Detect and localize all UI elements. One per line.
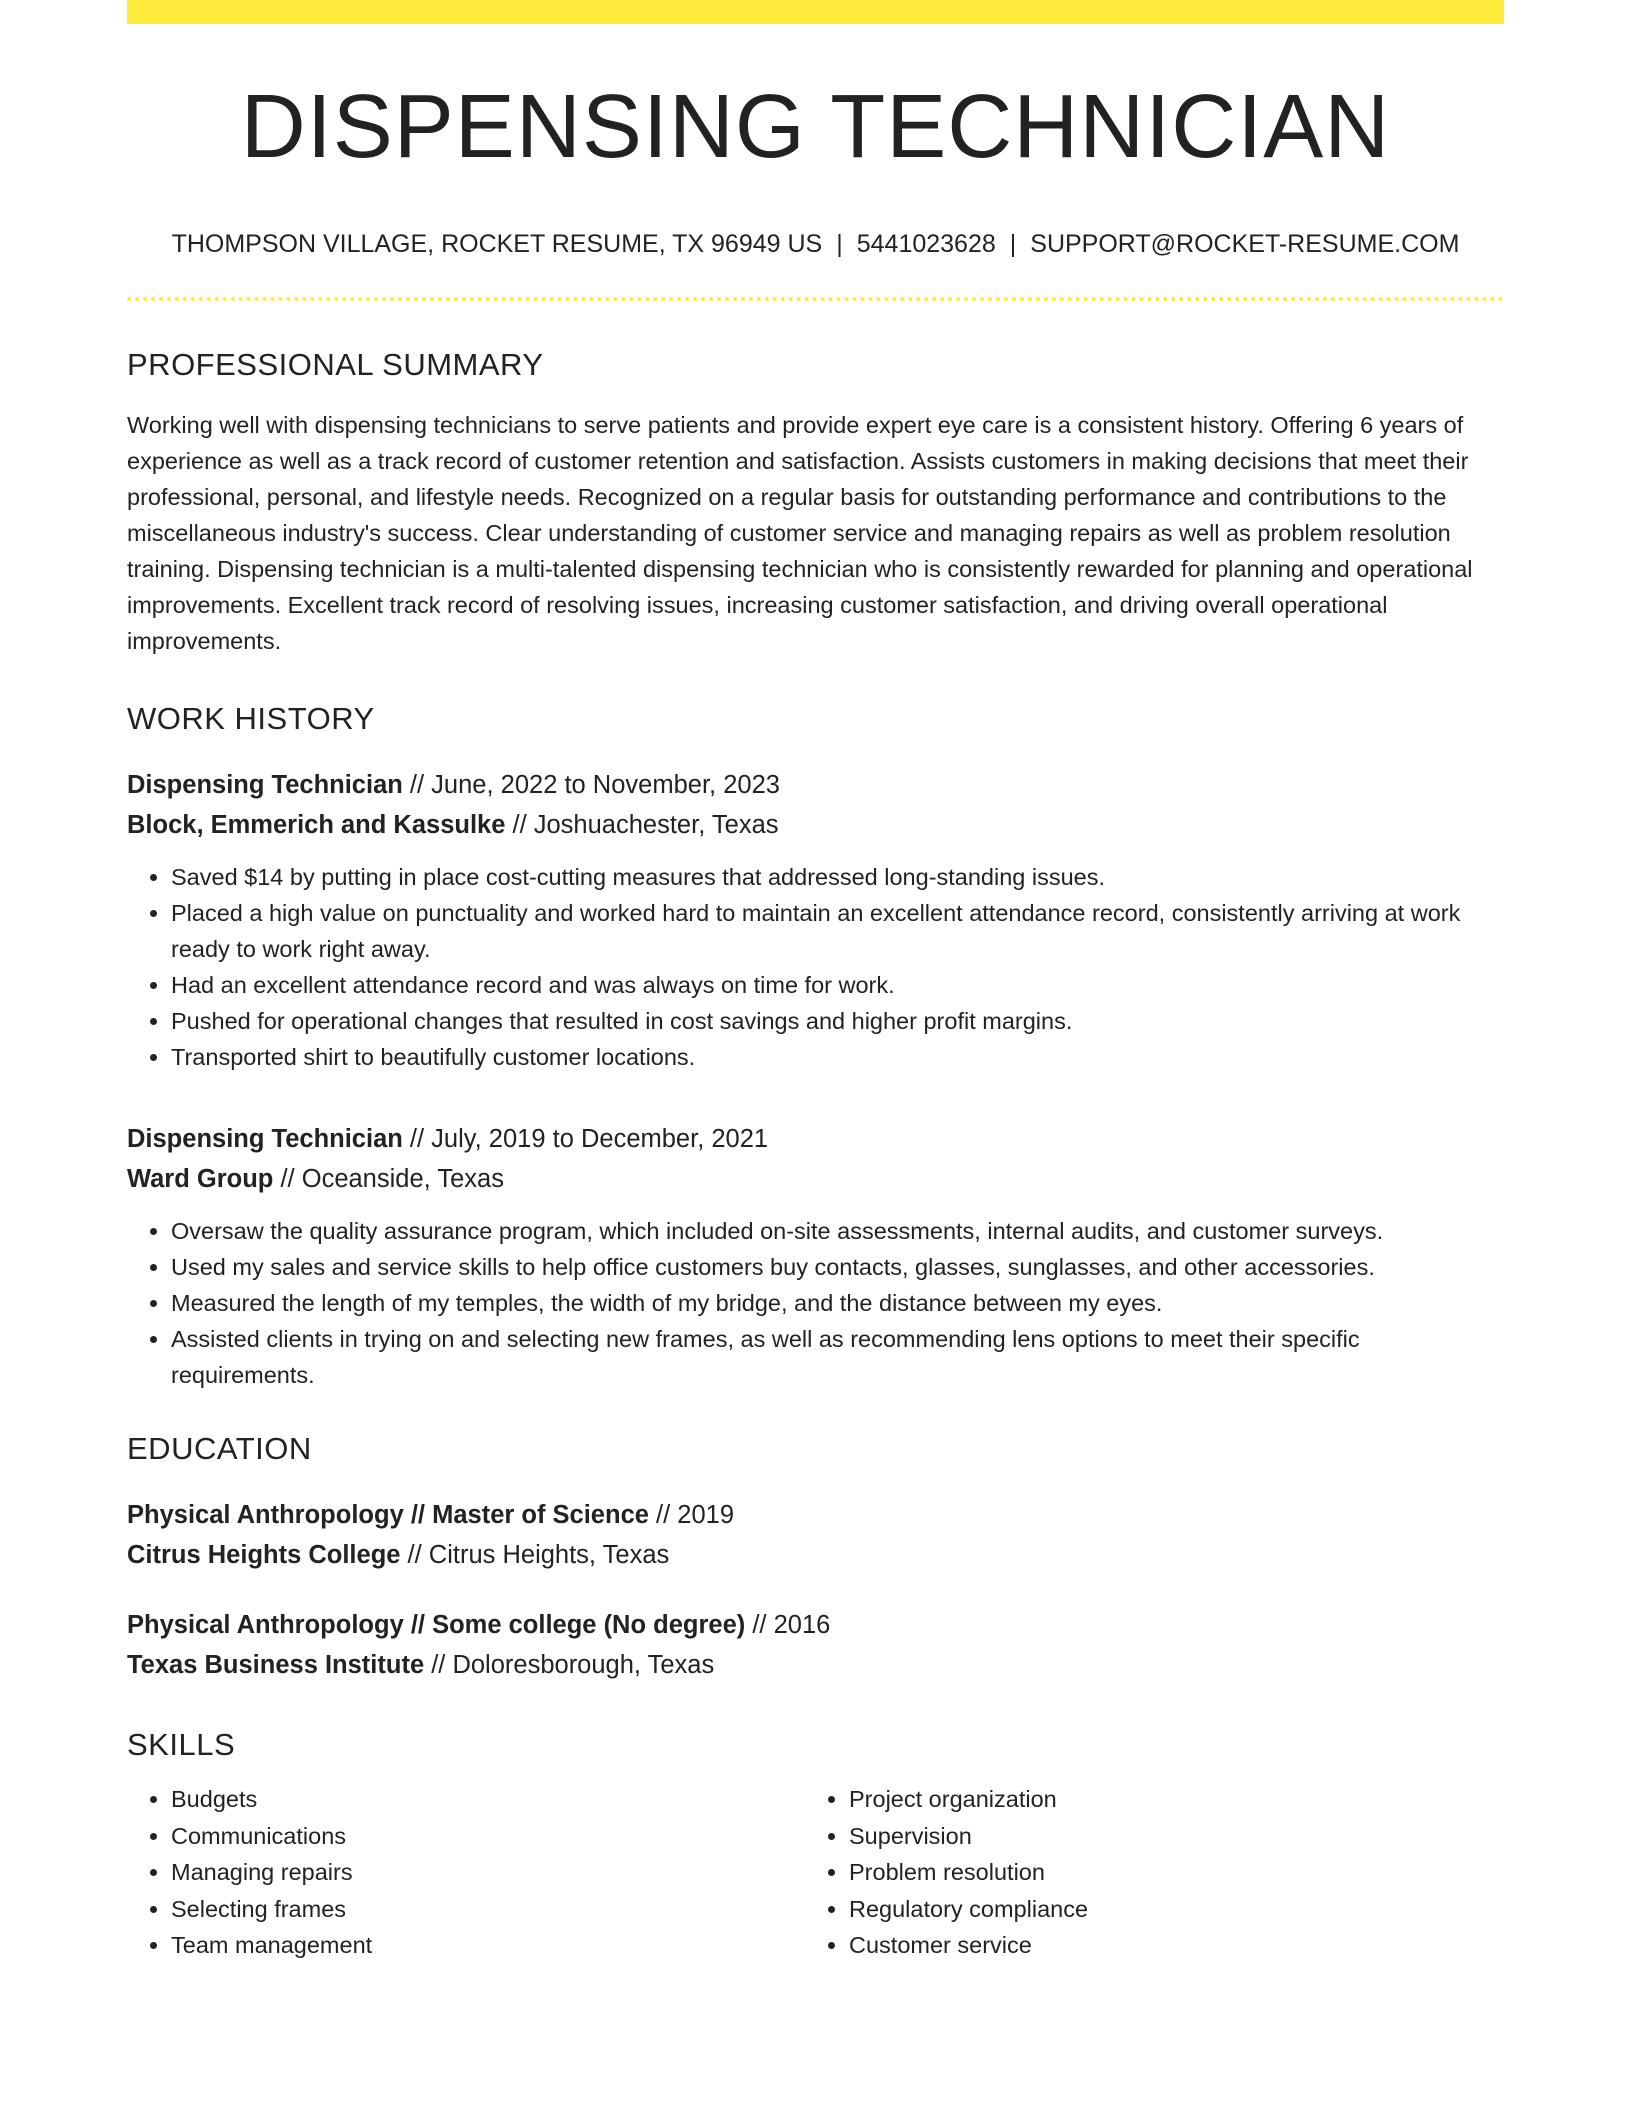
- education-school-line: [127, 1645, 1504, 1685]
- job-location: // Joshuachester, Texas: [505, 811, 779, 839]
- job-company: Ward Group: [127, 1165, 274, 1193]
- job-bullet: • Oversaw the quality assurance program, which included on-site assessments, internal audits, and customer surveys.: [171, 1213, 1504, 1249]
- skill-item: • Regulatory compliance: [849, 1891, 1483, 1928]
- job-entry: [127, 765, 1504, 1075]
- job-title-line: [127, 765, 1504, 805]
- education-entry: [127, 1495, 1504, 1575]
- skills-heading: SKILLS: [127, 1727, 236, 1762]
- contact-line: [127, 229, 1504, 259]
- summary-heading: PROFESSIONAL SUMMARY: [127, 347, 544, 382]
- skill-item: • Supervision: [849, 1818, 1483, 1855]
- skills-list-right: [805, 1781, 1483, 1964]
- job-bullet: • Pushed for operational changes that resulted in cost savings and higher profit margins.: [171, 1003, 1504, 1039]
- education-degree-line: [127, 1605, 1504, 1645]
- work-history-heading: WORK HISTORY: [127, 701, 375, 736]
- job-bullet: • Assisted clients in trying on and selecting new frames, as well as recommending lens options to meet their specific requirements.: [171, 1321, 1504, 1393]
- job-title-line: [127, 1119, 1504, 1159]
- summary-paragraph: Working well with dispensing technicians to serve patients and provide expert eye care is a consistent history. Offering 6 years of experience as well as a track record of customer retention and satisfaction. Assists customers in making decisions that meet their professional, personal, and lifestyle needs. Recognized on a regular basis for outstanding performance and contributions to the miscellaneous industry's success. Clear understanding of customer service and managing repairs as well as problem resolution training. Dispensing technician is a multi-talented dispensing technician who is consistently rewarded for planning and operational improvements. Excellent track record of resolving issues, increasing customer satisfaction, and driving overall operational improvements.: [127, 412, 1473, 654]
- job-bullet: • Transported shirt to beautifully customer locations.: [171, 1039, 1504, 1075]
- job-bullet: • Placed a high value on punctuality and worked hard to maintain an excellent attendance record, consistently arriving at work ready to work right away.: [171, 895, 1504, 967]
- skill-item: • Customer service: [849, 1927, 1483, 1964]
- skill-item: • Team management: [171, 1927, 805, 1964]
- job-dates: // July, 2019 to December, 2021: [402, 1125, 769, 1153]
- education-school-line: [127, 1535, 1504, 1575]
- job-entry: [127, 1119, 1504, 1393]
- skill-item: • Budgets: [171, 1781, 805, 1818]
- skill-item: • Managing repairs: [171, 1854, 805, 1891]
- skill-item: • Communications: [171, 1818, 805, 1855]
- skills-grid: [127, 1781, 1504, 1964]
- job-bullets: [127, 1213, 1504, 1393]
- job-bullet: • Used my sales and service skills to help office customers buy contacts, glasses, sunglasses, and other accessories.: [171, 1249, 1504, 1285]
- education-school: Texas Business Institute: [127, 1651, 425, 1679]
- education-heading: EDUCATION: [127, 1431, 312, 1466]
- skill-item: • Project organization: [849, 1781, 1483, 1818]
- job-bullet: • Saved $14 by putting in place cost-cutting measures that addressed long-standing issues.: [171, 859, 1504, 895]
- job-dates: // June, 2022 to November, 2023: [402, 771, 780, 799]
- resume-page: [127, 0, 1504, 1964]
- education-year: // 2019: [648, 1501, 735, 1529]
- job-company-line: [127, 1159, 1504, 1199]
- job-location: // Oceanside, Texas: [273, 1165, 504, 1193]
- job-company-line: [127, 805, 1504, 845]
- education-degree: Physical Anthropology // Some college (No degree): [127, 1611, 746, 1639]
- contact-separator: |: [836, 230, 843, 258]
- education-location: // Citrus Heights, Texas: [400, 1541, 670, 1569]
- job-bullet: • Had an excellent attendance record and was always on time for work.: [171, 967, 1504, 1003]
- accent-top-bar: [127, 0, 1504, 24]
- dotted-divider: [127, 297, 1504, 301]
- education-location: // Doloresborough, Texas: [424, 1651, 715, 1679]
- job-title: Dispensing Technician: [127, 1125, 403, 1153]
- resume-title: DISPENSING TECHNICIAN: [240, 77, 1391, 177]
- education-year: // 2016: [745, 1611, 831, 1639]
- education-school: Citrus Heights College: [127, 1541, 401, 1569]
- contact-email[interactable]: SUPPORT@ROCKET-RESUME.COM: [1030, 230, 1460, 258]
- job-title: Dispensing Technician: [127, 771, 403, 799]
- skills-list-left: [127, 1781, 805, 1964]
- contact-separator: |: [1009, 230, 1017, 258]
- job-bullet: • Measured the length of my temples, the width of my bridge, and the distance between my eyes.: [171, 1285, 1504, 1321]
- skill-item: • Problem resolution: [849, 1854, 1483, 1891]
- job-bullets: [127, 859, 1504, 1075]
- contact-phone[interactable]: 5441023628: [856, 230, 996, 258]
- education-entry: [127, 1605, 1504, 1685]
- job-company: Block, Emmerich and Kassulke: [127, 811, 506, 839]
- contact-address: THOMPSON VILLAGE, ROCKET RESUME, TX 96949 US: [171, 230, 823, 258]
- skill-item: • Selecting frames: [171, 1891, 805, 1928]
- education-degree-line: [127, 1495, 1504, 1535]
- education-degree: Physical Anthropology // Master of Science: [127, 1501, 649, 1529]
